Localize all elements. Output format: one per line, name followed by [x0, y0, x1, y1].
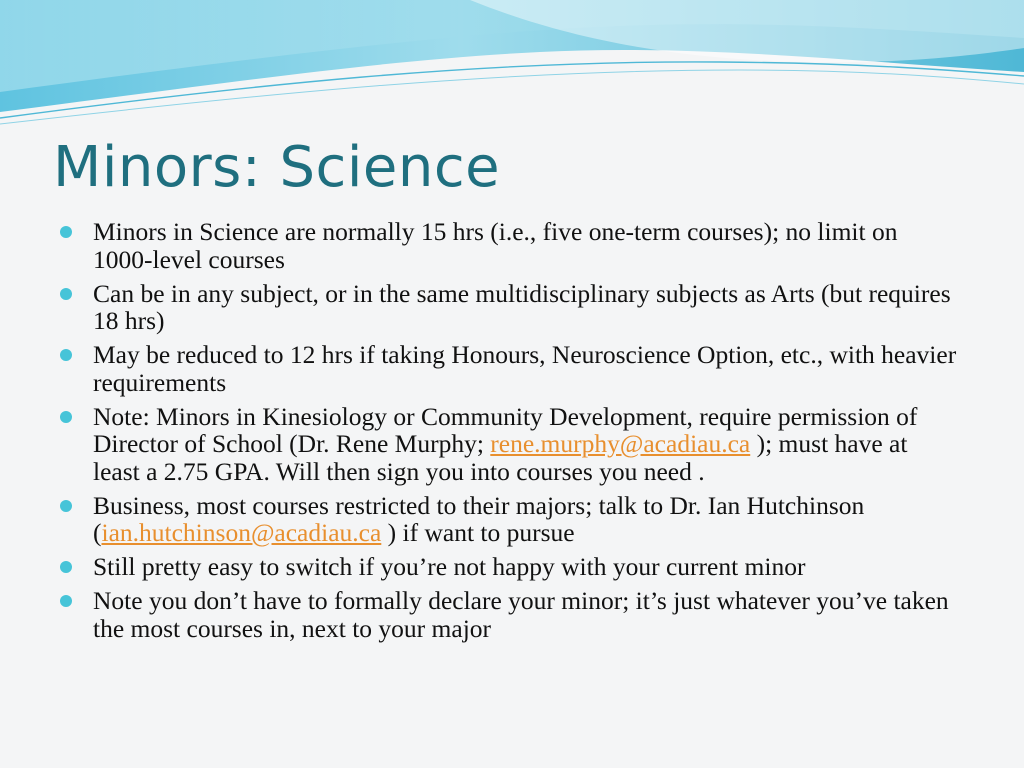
bullet-text: ) if want to pursue	[381, 518, 575, 547]
bullet-list	[60, 218, 960, 649]
bullet-dot-icon	[60, 226, 72, 238]
bullet-item	[60, 553, 960, 581]
bullet-dot-icon	[60, 349, 72, 361]
bullet-text: Can be in any subject, or in the same multidisciplinary subjects as Arts (but requires 18 hrs)	[93, 278, 951, 335]
bullet-item	[60, 341, 960, 396]
bullet-text: Minors in Science are normally 15 hrs (i.e., five one-term courses); no limit on 1000-level courses	[93, 217, 898, 274]
bullet-dot-icon	[60, 411, 72, 423]
bullet-text: Note you don’t have to formally declare your minor; it’s just whatever you’ve taken the most courses in, next to your major	[93, 586, 949, 643]
bullet-text: Note: Minors in Kinesiology or Community Development, require permission of Director of School (Dr. Rene Murphy;	[93, 401, 918, 458]
bullet-text: ); must have at least a 2.75 GPA. Will then sign you into courses you need .	[93, 429, 908, 486]
bullet-item-business-note	[60, 492, 960, 547]
email-link-rene-murphy[interactable]: rene.murphy@acadiau.ca	[490, 429, 751, 458]
bullet-item-kinesiology-note	[60, 403, 960, 486]
bullet-dot-icon	[60, 500, 72, 512]
bullet-dot-icon	[60, 561, 72, 573]
bullet-text: Still pretty easy to switch if you’re not happy with your current minor	[93, 552, 806, 581]
bullet-text: Business, most courses restricted to their majors; talk to Dr. Ian Hutchinson (	[93, 490, 865, 547]
bullet-dot-icon	[60, 595, 72, 607]
slide-title: Minors: Science	[53, 135, 501, 200]
bullet-item	[60, 587, 960, 642]
bullet-dot-icon	[60, 288, 72, 300]
bullet-text: May be reduced to 12 hrs if taking Honours, Neuroscience Option, etc., with heavier requirements	[93, 340, 957, 397]
header-wave-decoration	[0, 0, 1024, 130]
bullet-item	[60, 218, 960, 273]
bullet-item	[60, 280, 960, 335]
email-link-ian-hutchinson[interactable]: ian.hutchinson@acadiau.ca	[101, 518, 382, 547]
